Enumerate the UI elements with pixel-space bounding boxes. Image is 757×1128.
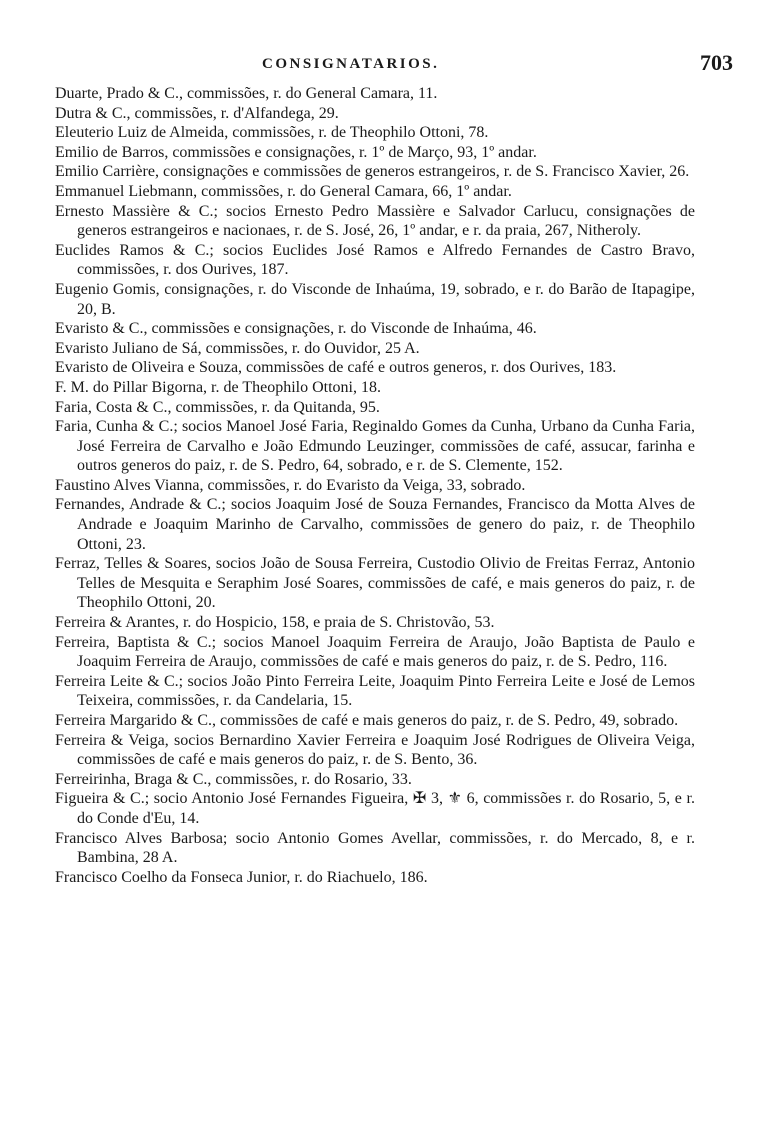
list-item: Ferreira Leite & C.; socios João Pinto Ferreira Leite, Joaquim Pinto Ferreira Leite e José de Lemos Teixeira, commissões, r. da Candelaria, 15.	[55, 672, 695, 710]
list-item: Ferreira Margarido & C., commissões de café e mais generos do paiz, r. de S. Pedro, 49, sobrado.	[55, 712, 679, 729]
list-item: Evaristo Juliano de Sá, commissões, r. do Ouvidor, 25 A.	[55, 339, 420, 357]
list-item: Ernesto Massière & C.; socios Ernesto Pedro Massière e Salvador Carlucu, consignações de generos estrangeiros e nacionaes, r. de S. José, 26, 1º andar, e r. da praia, 267, Nitheroly.	[55, 202, 695, 240]
list-item: Eugenio Gomis, consignações, r. do Visconde de Inhaúma, 19, sobrado, e r. do Barão de Itapagipe, 20, B.	[55, 280, 695, 318]
consignee-list	[55, 84, 695, 887]
list-item: Dutra & C., commissões, r. d'Alfandega, 29.	[55, 104, 339, 122]
list-item: Francisco Alves Barbosa; socio Antonio Gomes Avellar, commissões, r. do Mercado, 8, e r. Bambina, 28 A.	[55, 829, 695, 867]
section-title: CONSIGNATARIOS.	[262, 56, 440, 72]
list-item: Ferraz, Telles & Soares, socios João de Sousa Ferreira, Custodio Olivio de Freitas Ferraz, Antonio Telles de Mesquita e Seraphim José Soares, commissões de café, e mais generos do paiz, r. de Theophilo Ottoni, 20.	[55, 555, 695, 612]
list-item: Emmanuel Liebmann, commissões, r. do General Camara, 66, 1º andar.	[55, 182, 512, 200]
list-item: Faria, Costa & C., commissões, r. da Quitanda, 95.	[55, 398, 380, 416]
list-item: F. M. do Pillar Bigorna, r. de Theophilo Ottoni, 18.	[55, 378, 381, 396]
list-item: Ferreira & Veiga, socios Bernardino Xavier Ferreira e Joaquim José Rodrigues de Oliveira Veiga, commissões de café e mais generos do paiz, r. de S. Bento, 36.	[55, 731, 695, 769]
list-item: Emilio de Barros, commissões e consignações, r. 1º de Março, 93, 1º andar.	[55, 143, 537, 161]
list-item: Duarte, Prado & C., commissões, r. do General Camara, 11.	[55, 85, 438, 102]
list-item: Eleuterio Luiz de Almeida, commissões, r. de Theophilo Ottoni, 78.	[55, 124, 489, 142]
list-item: Evaristo de Oliveira e Souza, commissões de café e outros generos, r. dos Ourives, 183.	[55, 359, 617, 377]
list-item: Faria, Cunha & C.; socios Manoel José Faria, Reginaldo Gomes da Cunha, Urbano da Cunha Faria, José Ferreira de Carvalho e João Edmundo Leuzinger, commissões de café, assucar, farinha e outros generos do paiz, r. de S. Pedro, 64, sobrado, e r. de S. Clemente, 152.	[55, 418, 695, 475]
list-item: Figueira & C.; socio Antonio José Fernandes Figueira, ✠ 3, ⚜ 6, commissões r. do Rosario, 5, e r. do Conde d'Eu, 14.	[55, 790, 695, 827]
list-item: Evaristo & C., commissões e consignações, r. do Visconde de Inhaúma, 46.	[55, 320, 537, 338]
page-number: 703	[700, 50, 733, 75]
list-item: Francisco Coelho da Fonseca Junior, r. do Riachuelo, 186.	[55, 868, 428, 886]
list-item: Ferreira & Arantes, r. do Hospicio, 158, e praia de S. Christovão, 53.	[55, 614, 495, 632]
running-head	[0, 50, 757, 80]
list-item: Faustino Alves Vianna, commissões, r. do Evaristo da Veiga, 33, sobrado.	[55, 476, 526, 494]
list-item: Ferreirinha, Braga & C., commissões, r. do Rosario, 33.	[55, 770, 412, 788]
list-item: Euclides Ramos & C.; socios Euclides José Ramos e Alfredo Fernandes de Castro Bravo, commissões, r. dos Ourives, 187.	[55, 241, 695, 279]
list-item: Ferreira, Baptista & C.; socios Manoel Joaquim Ferreira de Araujo, João Baptista de Paulo e Joaquim Ferreira de Araujo, commissões de café e mais generos do paiz, r. de S. Pedro, 116.	[55, 633, 695, 671]
list-item: Fernandes, Andrade & C.; socios Joaquim José de Souza Fernandes, Francisco da Motta Alves de Andrade e Joaquim Marinho de Carvalho, commissões de genero do paiz, r. de Theophilo Ottoni, 23.	[55, 496, 695, 553]
list-item: Emilio Carrière, consignações e commissões de generos estrangeiros, r. de S. Francisco Xavier, 26.	[55, 163, 690, 181]
